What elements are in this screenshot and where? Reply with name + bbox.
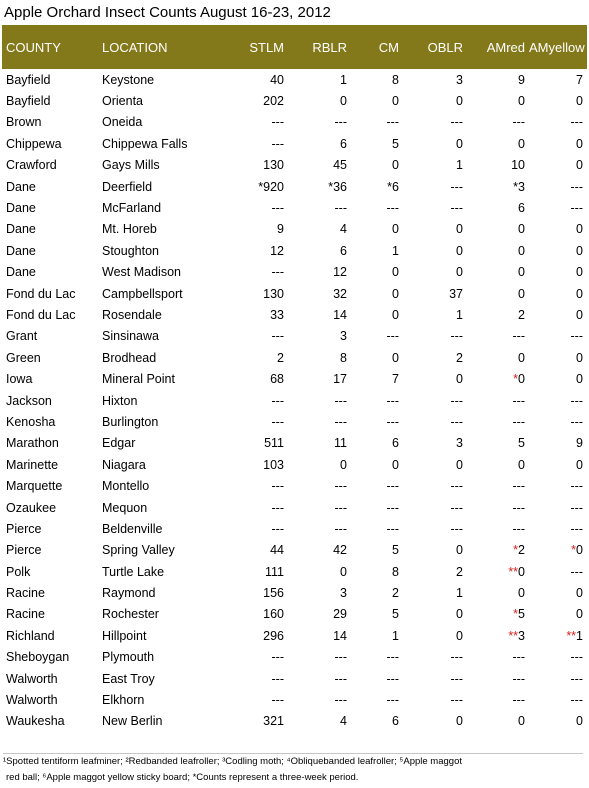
cell-cm: --- bbox=[386, 671, 399, 686]
footnote-line-1: ¹Spotted tentiform leafminer; ²Redbanded leafroller; ³Codling moth; ⁴Obliquebanded leafroller; ⁵Apple maggot bbox=[3, 756, 462, 767]
table-row bbox=[2, 561, 587, 582]
cell-amyellow: --- bbox=[570, 393, 583, 408]
table-row bbox=[2, 454, 587, 475]
cell-oblr: 0 bbox=[456, 265, 463, 280]
cell-location: Elkhorn bbox=[102, 693, 145, 708]
cell-stlm: --- bbox=[271, 671, 284, 686]
cell-rblr: --- bbox=[334, 500, 347, 515]
cell-county: Dane bbox=[6, 201, 36, 216]
cell-oblr: 0 bbox=[456, 94, 463, 109]
cell-rblr: --- bbox=[334, 201, 347, 216]
cell-stlm: 111 bbox=[264, 564, 284, 579]
cell-amyellow: 0 bbox=[576, 607, 583, 622]
table-row bbox=[2, 625, 587, 646]
cell-stlm: 40 bbox=[270, 72, 284, 87]
cell-oblr: --- bbox=[450, 115, 463, 130]
cell-county: Polk bbox=[6, 564, 31, 579]
cell-cm: 0 bbox=[392, 307, 399, 322]
cell-location: McFarland bbox=[102, 201, 162, 216]
table-row bbox=[2, 368, 587, 389]
cell-location: Spring Valley bbox=[102, 543, 175, 558]
cell-amred: --- bbox=[512, 393, 525, 408]
table-row bbox=[2, 304, 587, 325]
cell-rblr: 8 bbox=[340, 350, 347, 365]
cell-county: Dane bbox=[6, 222, 36, 237]
cell-county: Fond du Lac bbox=[6, 307, 76, 322]
cell-rblr: 14 bbox=[333, 628, 347, 643]
cell-county: Dane bbox=[6, 265, 36, 280]
cell-amyellow: --- bbox=[570, 521, 583, 536]
cell-county: Crawford bbox=[6, 158, 57, 173]
cell-amyellow: 0 bbox=[576, 586, 583, 601]
table-row bbox=[2, 347, 587, 368]
header-amred: AMred bbox=[486, 39, 525, 55]
cell-location: New Berlin bbox=[102, 714, 163, 729]
table-row bbox=[2, 283, 587, 304]
cell-rblr: 3 bbox=[340, 329, 347, 344]
cell-oblr: --- bbox=[450, 650, 463, 665]
cell-rblr: --- bbox=[334, 693, 347, 708]
cell-amyellow: 0 bbox=[576, 457, 583, 472]
cell-rblr: --- bbox=[334, 521, 347, 536]
cell-rblr: --- bbox=[334, 479, 347, 494]
cell-oblr: --- bbox=[450, 671, 463, 686]
header-cm: CM bbox=[378, 39, 399, 55]
cell-stlm: --- bbox=[271, 414, 284, 429]
cell-cm: --- bbox=[386, 329, 399, 344]
cell-amyellow: 0 bbox=[576, 94, 583, 109]
cell-rblr: --- bbox=[334, 393, 347, 408]
cell-stlm: 296 bbox=[263, 628, 284, 643]
cell-amred: 9 bbox=[518, 72, 525, 87]
header-oblr: OBLR bbox=[427, 39, 463, 55]
cell-cm: 0 bbox=[392, 265, 399, 280]
cell-stlm: --- bbox=[271, 393, 284, 408]
cell-oblr: --- bbox=[450, 500, 463, 515]
cell-amyellow: 0 bbox=[576, 350, 583, 365]
cell-county: Racine bbox=[6, 607, 45, 622]
cell-amred: *3 bbox=[513, 179, 525, 194]
cell-amyellow: --- bbox=[570, 650, 583, 665]
cell-cm: 5 bbox=[392, 607, 399, 622]
cell-rblr: 4 bbox=[340, 222, 347, 237]
cell-rblr: 0 bbox=[340, 94, 347, 109]
cell-amyellow: 0 bbox=[576, 286, 583, 301]
cell-location: West Madison bbox=[102, 265, 181, 280]
table-row bbox=[2, 390, 587, 411]
cell-county: Chippewa bbox=[6, 136, 62, 151]
cell-cm: --- bbox=[386, 115, 399, 130]
cell-amred: 0 bbox=[518, 350, 525, 365]
cell-stlm: --- bbox=[271, 479, 284, 494]
table-row bbox=[2, 668, 587, 689]
cell-amred: 0 bbox=[518, 714, 525, 729]
cell-stlm: --- bbox=[271, 265, 284, 280]
cell-cm: --- bbox=[386, 393, 399, 408]
cell-county: Jackson bbox=[6, 393, 52, 408]
cell-location: Edgar bbox=[102, 436, 136, 451]
cell-cm: --- bbox=[386, 500, 399, 515]
cell-location: Niagara bbox=[102, 457, 146, 472]
cell-rblr: 17 bbox=[333, 372, 347, 387]
cell-stlm: 33 bbox=[270, 307, 284, 322]
cell-location: Sinsinawa bbox=[102, 329, 159, 344]
cell-amred: --- bbox=[512, 479, 525, 494]
cell-location: Burlington bbox=[102, 414, 159, 429]
cell-location: Campbellsport bbox=[102, 286, 183, 301]
cell-cm: 0 bbox=[392, 222, 399, 237]
header-amyellow: AMyellow bbox=[529, 39, 585, 55]
cell-stlm: --- bbox=[271, 136, 284, 151]
header-county: COUNTY bbox=[6, 39, 61, 55]
cell-stlm: --- bbox=[271, 329, 284, 344]
cell-amyellow: --- bbox=[570, 500, 583, 515]
cell-amyellow: 0 bbox=[576, 714, 583, 729]
cell-location: Hixton bbox=[102, 393, 138, 408]
cell-amyellow: 9 bbox=[576, 436, 583, 451]
table-row bbox=[2, 326, 587, 347]
cell-location: Keystone bbox=[102, 72, 155, 87]
cell-amyellow: --- bbox=[570, 693, 583, 708]
cell-stlm: *920 bbox=[258, 179, 284, 194]
cell-rblr: 6 bbox=[340, 243, 347, 258]
cell-oblr: 37 bbox=[449, 286, 463, 301]
table-row bbox=[2, 262, 587, 283]
cell-amyellow: 0 bbox=[576, 307, 583, 322]
cell-amyellow: 0 bbox=[576, 265, 583, 280]
cell-location: East Troy bbox=[102, 671, 155, 686]
cell-cm: --- bbox=[386, 650, 399, 665]
cell-rblr: --- bbox=[334, 650, 347, 665]
table-row bbox=[2, 604, 587, 625]
cell-rblr: 29 bbox=[333, 607, 347, 622]
cell-location: Orienta bbox=[102, 94, 143, 109]
cell-cm: --- bbox=[386, 479, 399, 494]
table-row bbox=[2, 475, 587, 496]
cell-county: Marinette bbox=[6, 457, 59, 472]
cell-county: Racine bbox=[6, 586, 45, 601]
table-header-row bbox=[2, 25, 587, 69]
cell-amyellow: *0 bbox=[571, 543, 583, 558]
cell-county: Walworth bbox=[6, 693, 58, 708]
cell-oblr: 0 bbox=[456, 243, 463, 258]
cell-stlm: --- bbox=[271, 115, 284, 130]
cell-stlm: 44 bbox=[270, 543, 284, 558]
cell-stlm: --- bbox=[271, 521, 284, 536]
table-row bbox=[2, 240, 587, 261]
header-stlm: STLM bbox=[249, 39, 284, 55]
cell-stlm: 130 bbox=[263, 158, 284, 173]
cell-oblr: --- bbox=[450, 479, 463, 494]
cell-rblr: 12 bbox=[333, 265, 347, 280]
cell-rblr: 3 bbox=[340, 586, 347, 601]
cell-stlm: 156 bbox=[263, 586, 284, 601]
cell-location: Mt. Horeb bbox=[102, 222, 157, 237]
cell-cm: 0 bbox=[392, 457, 399, 472]
cell-location: Montello bbox=[102, 479, 150, 494]
cell-amred: --- bbox=[512, 414, 525, 429]
cell-location: Plymouth bbox=[102, 650, 155, 665]
table-row bbox=[2, 647, 587, 668]
cell-location: Rochester bbox=[102, 607, 159, 622]
cell-oblr: 0 bbox=[456, 543, 463, 558]
cell-location: Deerfield bbox=[102, 179, 153, 194]
cell-stlm: 202 bbox=[263, 94, 284, 109]
cell-cm: --- bbox=[386, 521, 399, 536]
cell-amyellow: 0 bbox=[576, 243, 583, 258]
cell-amred: 0 bbox=[518, 286, 525, 301]
cell-amred: **0 bbox=[508, 564, 525, 579]
cell-cm: --- bbox=[386, 693, 399, 708]
table-body bbox=[2, 69, 587, 732]
cell-amyellow: 0 bbox=[576, 158, 583, 173]
cell-county: Sheboygan bbox=[6, 650, 70, 665]
cell-amred: 0 bbox=[518, 243, 525, 258]
table-row bbox=[2, 197, 587, 218]
cell-rblr: 1 bbox=[340, 72, 347, 87]
cell-county: Pierce bbox=[6, 543, 42, 558]
cell-amyellow: 7 bbox=[576, 72, 583, 87]
cell-amred: --- bbox=[512, 671, 525, 686]
cell-oblr: --- bbox=[450, 329, 463, 344]
cell-stlm: 9 bbox=[277, 222, 284, 237]
cell-amyellow: --- bbox=[570, 179, 583, 194]
cell-amred: --- bbox=[512, 500, 525, 515]
cell-oblr: 0 bbox=[456, 714, 463, 729]
cell-amred: 5 bbox=[518, 436, 525, 451]
cell-county: Marathon bbox=[6, 436, 59, 451]
cell-oblr: --- bbox=[450, 201, 463, 216]
table-row bbox=[2, 69, 587, 90]
table-row bbox=[2, 112, 587, 133]
cell-county: Brown bbox=[6, 115, 42, 130]
table-row bbox=[2, 433, 587, 454]
cell-cm: 0 bbox=[392, 158, 399, 173]
footnote bbox=[3, 753, 583, 786]
cell-location: Beldenville bbox=[102, 521, 163, 536]
cell-cm: 6 bbox=[392, 436, 399, 451]
cell-cm: 1 bbox=[392, 243, 399, 258]
cell-stlm: 511 bbox=[264, 436, 284, 451]
cell-county: Dane bbox=[6, 243, 36, 258]
cell-cm: 0 bbox=[392, 94, 399, 109]
cell-amred: 0 bbox=[518, 94, 525, 109]
cell-county: Kenosha bbox=[6, 414, 56, 429]
cell-oblr: 1 bbox=[456, 586, 463, 601]
cell-cm: 6 bbox=[392, 714, 399, 729]
cell-oblr: 1 bbox=[456, 307, 463, 322]
cell-location: Stoughton bbox=[102, 243, 159, 258]
cell-oblr: 0 bbox=[456, 628, 463, 643]
cell-rblr: --- bbox=[334, 414, 347, 429]
cell-amred: 0 bbox=[518, 586, 525, 601]
cell-oblr: 3 bbox=[456, 436, 463, 451]
cell-location: Turtle Lake bbox=[102, 564, 165, 579]
cell-stlm: --- bbox=[271, 693, 284, 708]
cell-location: Oneida bbox=[102, 115, 143, 130]
cell-location: Mineral Point bbox=[102, 372, 175, 387]
cell-county: Green bbox=[6, 350, 41, 365]
cell-amred: 2 bbox=[518, 307, 525, 322]
cell-oblr: 2 bbox=[456, 350, 463, 365]
cell-stlm: 160 bbox=[263, 607, 284, 622]
cell-amred: *2 bbox=[513, 543, 525, 558]
cell-amyellow: 0 bbox=[576, 222, 583, 237]
cell-rblr: 4 bbox=[340, 714, 347, 729]
cell-location: Hillpoint bbox=[102, 628, 147, 643]
cell-rblr: 32 bbox=[333, 286, 347, 301]
table-row bbox=[2, 540, 587, 561]
cell-amyellow: --- bbox=[570, 201, 583, 216]
cell-amyellow: --- bbox=[570, 115, 583, 130]
cell-amred: --- bbox=[512, 115, 525, 130]
cell-county: Fond du Lac bbox=[6, 286, 76, 301]
cell-cm: 7 bbox=[392, 372, 399, 387]
cell-rblr: *36 bbox=[328, 179, 347, 194]
cell-stlm: 103 bbox=[263, 457, 284, 472]
cell-stlm: 12 bbox=[270, 243, 284, 258]
cell-amred: --- bbox=[512, 650, 525, 665]
cell-stlm: --- bbox=[271, 500, 284, 515]
table-row bbox=[2, 155, 587, 176]
cell-cm: 0 bbox=[392, 286, 399, 301]
cell-amyellow: --- bbox=[570, 329, 583, 344]
cell-rblr: --- bbox=[334, 671, 347, 686]
cell-oblr: --- bbox=[450, 393, 463, 408]
cell-amyellow: --- bbox=[570, 671, 583, 686]
cell-amyellow: 0 bbox=[576, 372, 583, 387]
cell-amred: 6 bbox=[518, 201, 525, 216]
cell-county: Bayfield bbox=[6, 72, 51, 87]
cell-county: Iowa bbox=[6, 372, 33, 387]
cell-county: Walworth bbox=[6, 671, 58, 686]
page-title: Apple Orchard Insect Counts August 16-23, 2012 bbox=[4, 4, 331, 21]
cell-cm: --- bbox=[386, 414, 399, 429]
cell-amred: **3 bbox=[508, 628, 525, 643]
cell-amred: --- bbox=[512, 693, 525, 708]
table-row bbox=[2, 90, 587, 111]
footnote-line-2: red ball; ⁶Apple maggot yellow sticky board; *Counts represent a three-week period. bbox=[6, 772, 359, 783]
cell-amred: 0 bbox=[518, 222, 525, 237]
cell-cm: 1 bbox=[392, 628, 399, 643]
cell-cm: 2 bbox=[392, 586, 399, 601]
cell-location: Rosendale bbox=[102, 307, 162, 322]
cell-cm: 8 bbox=[392, 564, 399, 579]
table-row bbox=[2, 689, 587, 710]
cell-county: Marquette bbox=[6, 479, 63, 494]
cell-rblr: 6 bbox=[340, 136, 347, 151]
cell-county: Dane bbox=[6, 179, 36, 194]
table-row bbox=[2, 219, 587, 240]
cell-location: Mequon bbox=[102, 500, 148, 515]
cell-cm: 5 bbox=[392, 543, 399, 558]
cell-oblr: 1 bbox=[456, 158, 463, 173]
cell-rblr: 42 bbox=[333, 543, 347, 558]
table-row bbox=[2, 582, 587, 603]
table-row bbox=[2, 497, 587, 518]
cell-rblr: 11 bbox=[334, 436, 347, 451]
cell-oblr: 0 bbox=[456, 222, 463, 237]
cell-stlm: 130 bbox=[263, 286, 284, 301]
cell-amyellow: **1 bbox=[566, 628, 583, 643]
cell-amred: --- bbox=[512, 521, 525, 536]
cell-rblr: --- bbox=[334, 115, 347, 130]
table-row bbox=[2, 133, 587, 154]
cell-cm: --- bbox=[386, 201, 399, 216]
cell-amyellow: --- bbox=[570, 479, 583, 494]
insect-count-table bbox=[2, 25, 587, 732]
cell-location: Raymond bbox=[102, 586, 156, 601]
cell-oblr: --- bbox=[450, 179, 463, 194]
cell-county: Grant bbox=[6, 329, 38, 344]
table-row bbox=[2, 518, 587, 539]
cell-oblr: --- bbox=[450, 414, 463, 429]
table-row bbox=[2, 711, 587, 732]
cell-county: Pierce bbox=[6, 521, 42, 536]
cell-rblr: 14 bbox=[333, 307, 347, 322]
cell-amred: 10 bbox=[511, 158, 525, 173]
cell-county: Richland bbox=[6, 628, 55, 643]
cell-oblr: 0 bbox=[456, 607, 463, 622]
table-row bbox=[2, 176, 587, 197]
cell-stlm: --- bbox=[271, 201, 284, 216]
cell-location: Gays Mills bbox=[102, 158, 160, 173]
cell-cm: 5 bbox=[392, 136, 399, 151]
cell-county: Bayfield bbox=[6, 94, 51, 109]
header-rblr: RBLR bbox=[312, 39, 347, 55]
cell-rblr: 0 bbox=[340, 564, 347, 579]
cell-oblr: --- bbox=[450, 693, 463, 708]
cell-amyellow: 0 bbox=[576, 136, 583, 151]
cell-cm: 8 bbox=[392, 72, 399, 87]
cell-amred: 0 bbox=[518, 136, 525, 151]
cell-oblr: 0 bbox=[456, 372, 463, 387]
cell-stlm: 321 bbox=[263, 714, 284, 729]
cell-rblr: 0 bbox=[340, 457, 347, 472]
cell-amred: 0 bbox=[518, 265, 525, 280]
cell-amyellow: --- bbox=[570, 564, 583, 579]
cell-amred: --- bbox=[512, 329, 525, 344]
cell-location: Brodhead bbox=[102, 350, 157, 365]
cell-oblr: --- bbox=[450, 521, 463, 536]
cell-amred: 0 bbox=[518, 457, 525, 472]
cell-stlm: --- bbox=[271, 650, 284, 665]
cell-stlm: 68 bbox=[270, 372, 284, 387]
cell-amred: *5 bbox=[513, 607, 525, 622]
cell-stlm: 2 bbox=[277, 350, 284, 365]
cell-amyellow: --- bbox=[570, 414, 583, 429]
cell-oblr: 2 bbox=[456, 564, 463, 579]
table-row bbox=[2, 411, 587, 432]
cell-cm: *6 bbox=[387, 179, 399, 194]
cell-amred: *0 bbox=[513, 372, 525, 387]
cell-oblr: 0 bbox=[456, 457, 463, 472]
cell-location: Chippewa Falls bbox=[102, 136, 188, 151]
cell-oblr: 0 bbox=[456, 136, 463, 151]
cell-rblr: 45 bbox=[333, 158, 347, 173]
cell-oblr: 3 bbox=[456, 72, 463, 87]
cell-cm: 0 bbox=[392, 350, 399, 365]
header-location: LOCATION bbox=[102, 39, 168, 55]
cell-county: Ozaukee bbox=[6, 500, 57, 515]
cell-county: Waukesha bbox=[6, 714, 65, 729]
